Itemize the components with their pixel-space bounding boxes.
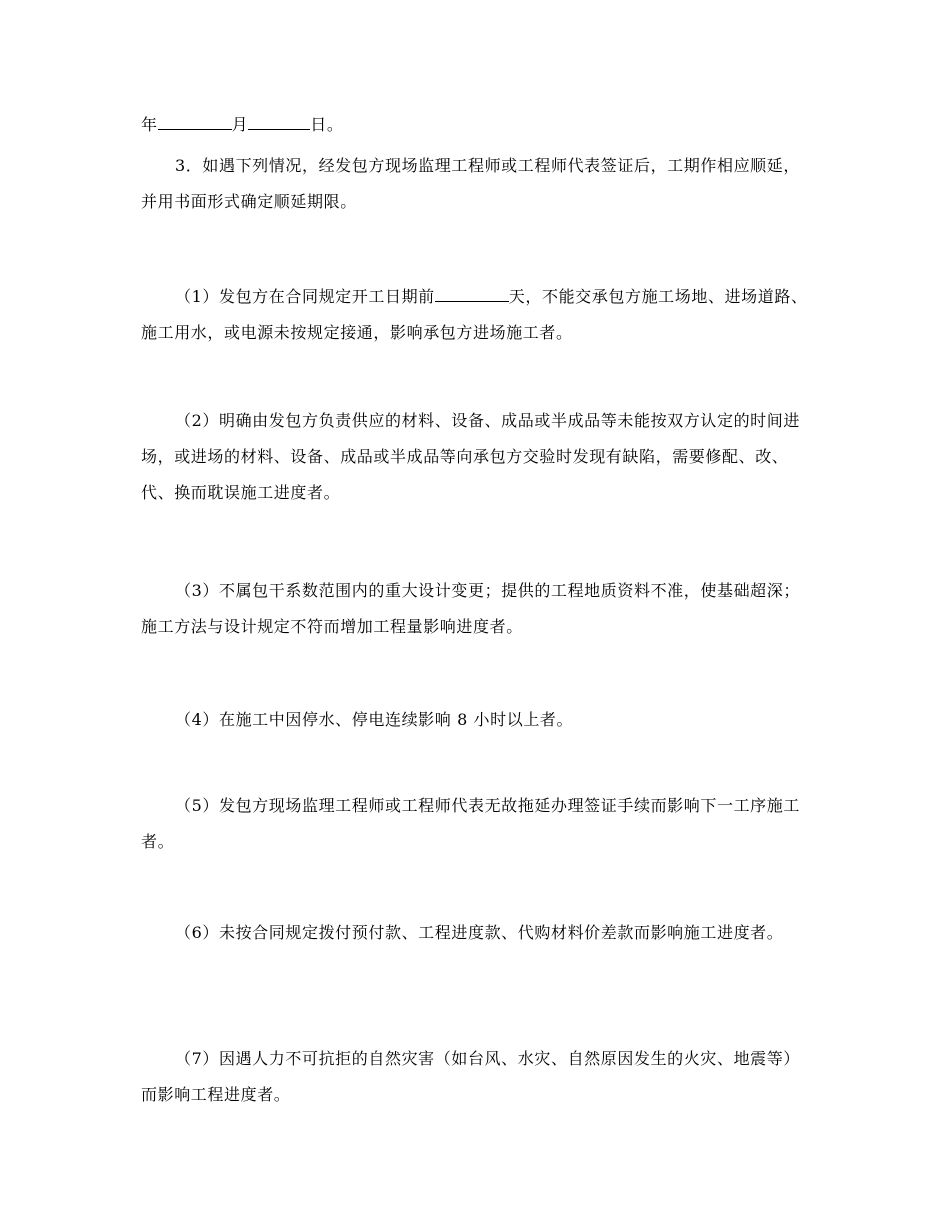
- day-blank: [248, 112, 310, 130]
- item-5: （5）发包方现场监理工程师或工程师代表无故拖延办理签证手续而影响下一工序施工者。: [141, 796, 800, 851]
- item-1-before: （1）发包方在合同规定开工日期前: [175, 287, 435, 306]
- day-label: 日。: [310, 115, 344, 134]
- clause-3: 3．如遇下列情况，经发包方现场监理工程师或工程师代表签证后，工期作相应顺延，并用书面形式确定顺延期限。: [141, 156, 800, 211]
- item-7: （7）因遇人力不可抗拒的自然灾害（如台风、水灾、自然原因发生的火灾、地震等）而影响工程进度者。: [141, 1049, 800, 1104]
- item-1-after: 天，不能交承包方施工场地、进场道路、施工用水，或电源未按规定接通，影响承包方进场施工者。: [141, 287, 808, 342]
- item-4: （4）在施工中因停水、停电连续影响 8 小时以上者。: [175, 710, 574, 729]
- date-line: [141, 107, 813, 143]
- days-blank: [435, 284, 509, 302]
- item-6: （6）未按合同规定拨付预付款、工程进度款、代购材料价差款而影响施工进度者。: [175, 923, 784, 942]
- item-1: [141, 279, 813, 351]
- month-blank: [158, 112, 232, 130]
- year-label: 年: [141, 115, 158, 134]
- month-label: 月: [231, 115, 249, 134]
- item-3: （3）不属包干系数范围内的重大设计变更；提供的工程地质资料不准，使基础超深；施工方法与设计规定不符而增加工程量影响进度者。: [141, 581, 800, 636]
- item-2: （2）明确由发包方负责供应的材料、设备、成品或半成品等未能按双方认定的时间进场，或进场的材料、设备、成品或半成品等向承包方交验时发现有缺陷，需要修配、改、代、换而耽误施工进度者。: [141, 411, 800, 502]
